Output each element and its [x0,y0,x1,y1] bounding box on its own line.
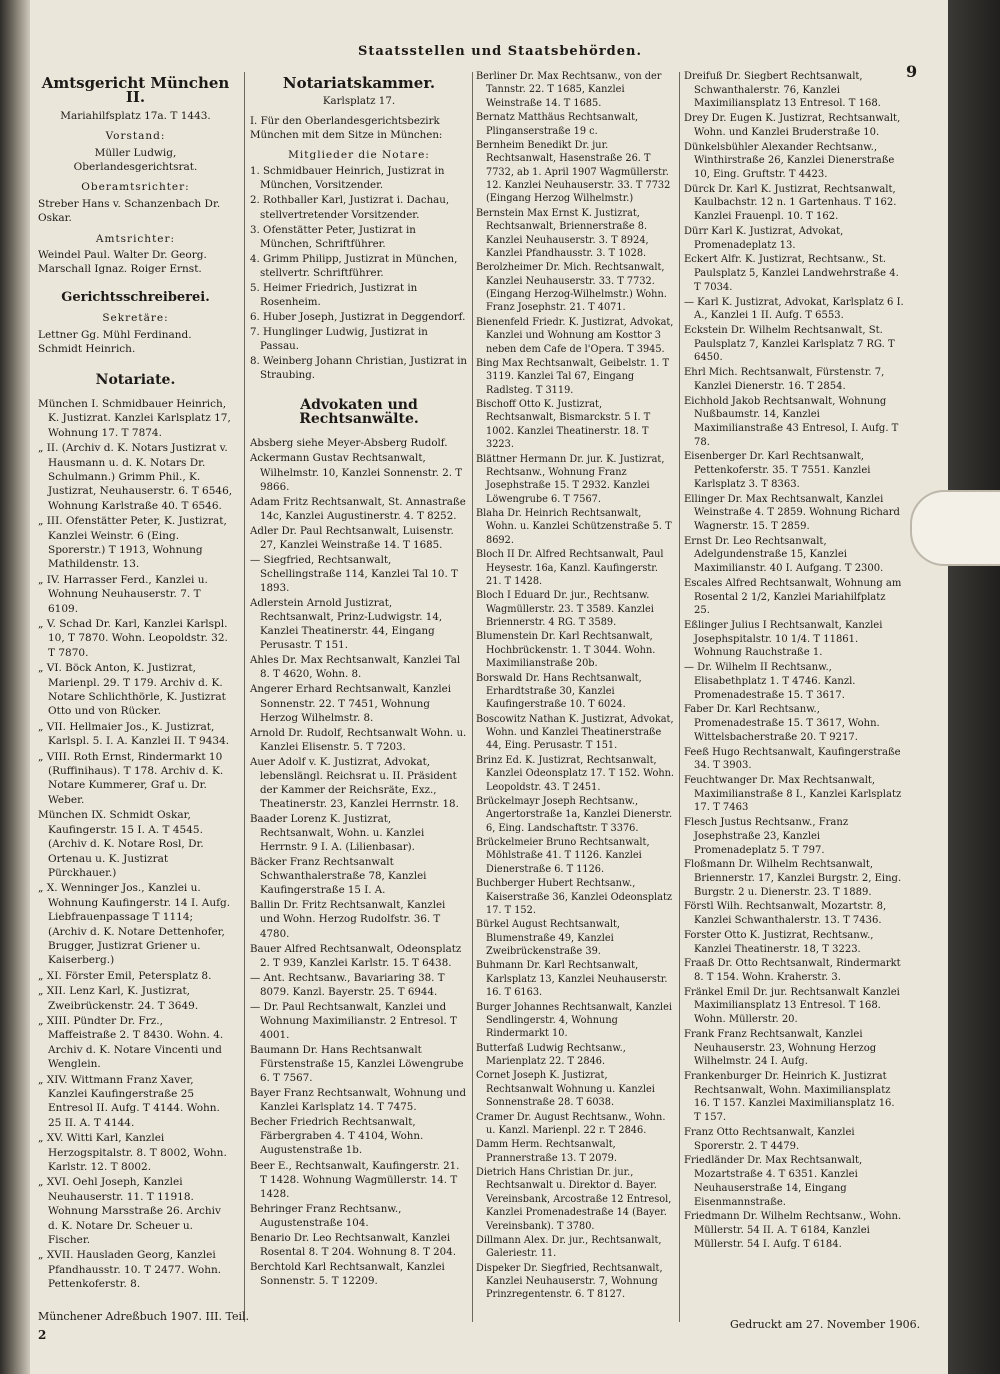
notariat-entry: „ X. Wenninger Jos., Kanzlei u. Wohnung Kaufingerstr. 14 I. Aufg. Liebfrauenpassage T 1114; (Archiv d. K. Notare Dettenhofer, Brugger, Justizrat Griener u. Kaiserberg.) [38,882,231,967]
subheading: Mitglieder die Notare: [288,149,430,162]
lawyer-entry: Ballin Dr. Fritz Rechtsanwalt, Kanzlei und Wohn. Herzog Rudolfstr. 36. T 4780. [250,899,446,940]
lawyer-entry: Brinz Ed. K. Justizrat, Rechtsanwalt, Kanzlei Odeonsplatz 17. T 152. Wohn. Leopoldstr. 43. T 2451. [476,754,675,793]
lawyer-entry: Franz Otto Rechtsanwalt, Kanzlei Sporerstr. 2. T 4479. [684,1126,855,1152]
subheading: Vorstand: [105,130,166,143]
lawyer-entry: Floßmann Dr. Wilhelm Rechtsanwalt, Briennerstr. 17, Kanzlei Burgstr. 2, Eing. Burgstr. 2 u. Dienerstr. 23. T 1889. [684,859,902,898]
column-1 [38,70,233,1293]
column-rule [244,72,245,1322]
lawyer-entry: Adam Fritz Rechtsanwalt, St. Annastraße 14c, Kanzlei Augustinerstr. 4. T 8252. [250,495,466,522]
text-block: I. Für den Oberlandesgerichtsbezirk München mit dem Sitze in München: [250,115,443,142]
notariat-entry: „ II. (Archiv d. K. Notars Justizrat v. Hausmann u. d. K. Notars Dr. Schulmann.) Grimm Phil., K. Justizrat, Neuhauserstr. 6. T 6546, Wohnung Karlstraße 40. T 6546. [38,442,233,512]
text-block: Müller Ludwig, Oberlandesgerichtsrat. [73,146,198,174]
lawyer-entry: Ahles Dr. Max Rechtsanwalt, Kanzlei Tal 8. T 4620, Wohn. 8. [250,654,461,681]
lawyer-entry: Benario Dr. Leo Rechtsanwalt, Kanzlei Rosental 8. T 204. Wohnung 8. T 204. [250,1231,456,1258]
lawyer-entry: Eckstein Dr. Wilhelm Rechtsanwalt, St. Paulsplatz 7, Kanzlei Karlsplatz 7 RG. T 6450. [684,324,895,364]
lawyer-entry: Dünkelsbühler Alexander Rechtsanw., Winthirstraße 26, Kanzlei Dienerstraße 10, Eing. Gruftstr. T 4423. [684,141,895,181]
lawyer-entry: Frank Franz Rechtsanwalt, Kanzlei Neuhauserstr. 23, Wohnung Herzog Wilhelmstr. 24 I. Aufg. [684,1028,877,1068]
footer-publication: Münchener Adreßbuch 1907. III. Teil. [38,1310,250,1323]
lawyer-entry: Dürck Dr. Karl K. Justizrat, Rechtsanwalt, Kaulbachstr. 12 n. 1 Gartenhaus. T 162. Kanzlei Frauenpl. 10. T 162. [684,183,897,223]
section-title: Amtsgericht München II. [41,74,230,107]
running-header: Staatsstellen und Staatsbehörden. [357,44,643,59]
lawyer-entry: — Dr. Wilhelm II Rechtsanw., Elisabethplatz 1. T 4746. Kanzl. Promenadestraße 15. T 3617. [684,662,856,701]
notariat-entry: „ VIII. Roth Ernst, Rindermarkt 10 (Ruffinihaus). T 178. Archiv d. K. Notare Kummerer, Graf u. Dr. Weber. [38,750,224,806]
chamber-address: Karlsplatz 17. [322,95,396,108]
lawyer-entry: Feeß Hugo Rechtsanwalt, Kaufingerstraße 34. T 3903. [684,746,901,772]
lawyer-entry: Ellinger Dr. Max Rechtsanwalt, Kanzlei Weinstraße 4. T 2859. Wohnung Richard Wagnerstr. 15. T 2859. [684,493,900,532]
lawyer-entry: Bayer Franz Rechtsanwalt, Wohnung und Kanzlei Karlsplatz 14. T 7475. [250,1087,467,1114]
column-rule [472,72,473,1322]
entry-list [38,397,233,1292]
lawyer-entry: Bienenfeld Friedr. K. Justizrat, Advokat, Kanzlei und Wohnung am Kosttor 3 neben dem Cafe de l'Opera. T 3945. [476,316,674,355]
lawyer-entry: Bürkel August Rechtsanwalt, Blumenstraße 49, Kanzlei Zweibrückenstraße 39. [476,919,621,957]
lawyer-entry: Eisenberger Dr. Karl Rechtsanwalt, Pettenkoferstr. 35. T 7551. Kanzlei Karlsplatz 3. T 8363. [684,451,871,490]
lawyer-entry: Bernatz Matthäus Rechtsanwalt, Plinganserstraße 19 c. [476,112,639,137]
member-entry: 4. Grimm Philipp, Justizrat in München, stellvertr. Schriftführer. [250,252,458,279]
lawyer-entry: Buchberger Hubert Rechtsanw., Kaiserstraße 36, Kanzlei Odeonsplatz 17. T 152. [476,878,673,916]
entry-list [476,70,674,1302]
lawyer-entry: Absberg siehe Meyer-Absberg Rudolf. [250,437,448,450]
notariat-entry: „ III. Ofenstätter Peter, K. Justizrat, Kanzlei Weinstr. 6 (Eing. Sporerstr.) T 1913, Wohnung Mathildenstr. 13. [38,515,227,571]
member-entry: 3. Ofenstätter Peter, Justizrat in München, Schriftführer. [250,223,416,250]
lawyer-entry: — Siegfried, Rechtsanwalt, Schellingstraße 114, Kanzlei Tal 10. T 1893. [250,553,458,594]
member-list [250,164,468,382]
lawyer-entry: Drey Dr. Eugen K. Justizrat, Rechtsanwalt, Wohn. und Kanzlei Bruderstraße 10. [684,113,901,138]
text-block: Streber Hans v. Schanzenbach Dr. Oskar. [38,197,221,225]
notariat-entry: München I. Schmidbauer Heinrich, K. Justizrat. Kanzlei Karlsplatz 17, Wohnung 17. T 7874. [38,397,231,439]
lawyer-entry: — Ant. Rechtsanw., Bavariaring 38. T 8079. Kanzl. Bayerstr. 25. T 6944. [250,971,445,998]
lawyer-entry: Cornet Joseph K. Justizrat, Rechtsanwalt Wohnung u. Kanzlei Sonnenstraße 28. T 6038. [476,1070,655,1109]
entry-list [250,436,468,1288]
notariat-entry: „ XII. Lenz Karl, K. Justizrat, Zweibrückenstr. 24. T 3649. [38,985,199,1012]
lawyer-entry: Friedmann Dr. Wilhelm Rechtsanw., Wohn. Müllerstr. 54 II. A. T 6184, Kanzlei Müllerstr. 54 I. Aufg. T 6184. [684,1211,902,1250]
section-title: Notariate. [95,371,176,388]
notariat-entry: „ XV. Witti Karl, Kanzlei Herzogspitalstr. 8. T 8002, Wohn. Karlstr. 12. T 8002. [38,1132,227,1174]
column-4 [684,70,904,1252]
lawyer-entry: Borswald Dr. Hans Rechtsanwalt, Erhardtstraße 30, Kanzlei Kaufingerstraße 10. T 6024. [476,672,642,711]
book-edge [948,0,1000,1374]
subheading: Oberamtsrichter: [81,181,190,194]
subheading: Sekretäre: [102,312,169,325]
lawyer-entry: Adler Dr. Paul Rechtsanwalt, Luisenstr. 27, Kanzlei Weinstraße 14. T 1685. [250,524,454,551]
lawyer-entry: Ehrl Mich. Rechtsanwalt, Fürstenstr. 7, Kanzlei Dienerstr. 16. T 2854. [684,367,885,392]
lawyer-entry: — Karl K. Justizrat, Advokat, Karlsplatz 6 I. A., Kanzlei 1 II. Aufg. T 6553. [684,296,904,322]
lawyer-entry: Behringer Franz Rechtsanw., Augustenstraße 104. [250,1202,402,1229]
lawyer-entry: Beer E., Rechtsanwalt, Kaufingerstr. 21. T 1428. Wohnung Wagmüllerstr. 14. T 1428. [250,1159,460,1200]
lawyer-entry: Faber Dr. Karl Rechtsanw., Promenadestraße 15. T 3617, Wohn. Wittelsbacherstraße 20. T 9217. [684,704,880,743]
section-title: Notariatskammer. [282,74,436,92]
notariat-entry: „ VII. Hellmaier Jos., K. Justizrat, Karlspl. 5. I. A. Kanzlei II. T 9434. [38,720,230,748]
lawyer-entry: Arnold Dr. Rudolf, Rechtsanwalt Wohn. u. Kanzlei Elisenstr. 5. T 7203. [250,726,467,753]
text-block: Weindel Paul. Walter Dr. Georg. Marschall Ignaz. Roiger Ernst. [38,249,207,276]
subheading: Amtsrichter: [95,232,176,245]
court-address: Mariahilfsplatz 17a. T 1443. [60,109,211,122]
lawyer-entry: Blättner Hermann Dr. jur. K. Justizrat, Rechtsanw., Wohnung Franz Josephstraße 15. T 2932. Kanzlei Löwengrube 6. T 7567. [476,453,665,505]
lawyer-entry: Förstl Wilh. Rechtsanwalt, Mozartstr. 8, Kanzlei Schwanthalerstr. 13. T 7436. [684,901,887,927]
member-entry: 2. Rothballer Karl, Justizrat i. Dachau, stellvertretender Vorsitzender. [250,194,450,221]
notariat-entry: „ XVII. Hausladen Georg, Kanzlei Pfandhausstr. 10. T 2477. Wohn. Pettenkoferstr. 8. [38,1249,222,1291]
lawyer-entry: — Dr. Paul Rechtsanwalt, Kanzlei und Wohnung Maximilianstr. 2 Entresol. T 4001. [250,1000,457,1041]
section-title: Gerichtsschreiberei. [61,289,210,305]
lawyer-entry: Bloch I Eduard Dr. jur., Rechtsanw. Wagmüllerstr. 23. T 3589. Kanzlei Briennerstr. 4 RG. T 3589. [476,590,654,628]
notariat-entry: „ IV. Harrasser Ferd., Kanzlei u. Wohnung Neuhauserstr. 7. T 6109. [38,573,208,615]
lawyer-entry: Berchtold Karl Rechtsanwalt, Kanzlei Sonnenstr. 5. T 12209. [250,1260,445,1287]
notariat-entry: „ XVI. Oehl Joseph, Kanzlei Neuhauserstr. 11. T 11918. Wohnung Marsstraße 26. Archiv d. K. Notare Dr. Scheuer u. Fischer. [38,1176,221,1247]
lawyer-entry: Flesch Justus Rechtsanw., Franz Josephstraße 23, Kanzlei Promenadeplatz 5. T 797. [684,817,849,856]
lawyer-entry: Friedländer Dr. Max Rechtsanwalt, Mozartstraße 4. T 6351. Kanzlei Neuhauserstraße 14, Eingang Eisenmannstraße. [684,1155,863,1208]
footer-print-date: Gedruckt am 27. November 1906. [730,1318,921,1331]
lawyer-entry: Bischoff Otto K. Justizrat, Rechtsanwalt, Bismarckstr. 5 I. T 1002. Kanzlei Theatinerstr. 18. T 3223. [476,399,651,451]
lawyer-entry: Burger Johannes Rechtsanwalt, Kanzlei Sendlingerstr. 4, Wohnung Rindermarkt 10. [476,1001,672,1040]
page-number: 9 [906,62,918,81]
lawyer-entry: Blaha Dr. Heinrich Rechtsanwalt, Wohn. u. Kanzlei Schützenstraße 5. T 8692. [476,508,672,546]
lawyer-entry: Dreifuß Dr. Siegbert Rechtsanwalt, Schwanthalerstr. 76, Kanzlei Maximiliansplatz 13 Entresol. T 168. [684,71,881,110]
lawyer-entry: Brückelmeier Bruno Rechtsanwalt, Möhlstraße 41. T 1126. Kanzlei Dienerstraße 6. T 1126. [476,837,650,875]
lawyer-entry: Bäcker Franz Rechtsanwalt Schwanthalerstraße 78, Kanzlei Kaufingerstraße 15 I. A. [250,856,427,897]
lawyer-entry: Berliner Dr. Max Rechtsanw., von der Tannstr. 22. T 1685, Kanzlei Weinstraße 14. T 1685. [476,71,662,109]
lawyer-entry: Bernheim Benedikt Dr. jur. Rechtsanwalt, Hasenstraße 26. T 7732, ab 1. April 1907 Wagmüllerstr. 12. Kanzlei Neuhauserstr. 33. T 7732 (Eingang Herzog Wilhelmstr.) [476,139,671,205]
notariat-entry: München IX. Schmidt Oskar, Kaufingerstr. 15 I. A. T 4545. (Archiv d. K. Notare Rosl, Dr. Ortenau u. K. Justizrat Pürckhauer.) [38,809,204,879]
lawyer-entry: Blumenstein Dr. Karl Rechtsanwalt, Hochbrückenstr. 1. T 3044. Wohn. Maximilianstraße 20b. [476,631,656,670]
lawyer-entry: Becher Friedrich Rechtsanwalt, Färbergraben 4. T 4104, Wohn. Augustenstraße 1b. [250,1116,424,1157]
lawyer-entry: Dispeker Dr. Siegfried, Rechtsanwalt, Kanzlei Neuhauserstr. 7, Wohnung Prinzregentenstr. 6. T 8127. [476,1262,663,1301]
lawyer-entry: Baader Lorenz K. Justizrat, Rechtsanwalt, Wohn. u. Kanzlei Herrnstr. 9 I. A. (Lilienbasar). [250,813,425,854]
lawyer-entry: Feuchtwanger Dr. Max Rechtsanwalt, Maximilianstraße 8 I., Kanzlei Karlsplatz 17. T 7463 [684,774,902,814]
section-title: Advokaten und Rechtsanwälte. [299,397,419,428]
member-entry: 7. Hunglinger Ludwig, Justizrat in Passau. [250,326,428,353]
lawyer-entry: Berolzheimer Dr. Mich. Rechtsanwalt, Kanzlei Neuhauserstr. 33. T 7732. (Eingang Herzog-Wilhelmstr.) Wohn. Franz Josephstr. 21. T 4071. [476,262,667,314]
text-block: Lettner Gg. Mühl Ferdinand. Schmidt Heinrich. [38,328,192,356]
notariat-entry: „ V. Schad Dr. Karl, Kanzlei Karlspl. 10, T 7870. Wohn. Leopoldstr. 32. T 7870. [38,618,228,659]
lawyer-entry: Baumann Dr. Hans Rechtsanwalt Fürstenstraße 15, Kanzlei Löwengrube 6. T 7567. [250,1044,464,1085]
notariat-entry: „ XIII. Pündter Dr. Frz., Maffeistraße 2. T 8430. Wohn. 4. Archiv d. K. Notare Vincenti und Wenglein. [38,1014,224,1071]
member-entry: 8. Weinberg Johann Christian, Justizrat in Straubing. [250,355,468,382]
lawyer-entry: Buhmann Dr. Karl Rechtsanwalt, Karlsplatz 13, Kanzlei Neuhauserstr. 16. T 6163. [476,960,668,999]
lawyer-entry: Frankenburger Dr. Heinrich K. Justizrat Rechtsanwalt, Wohn. Maximiliansplatz 16. T 157. Kanzlei Maximiliansplatz 16. T 157. [684,1071,895,1124]
lawyer-entry: Ackermann Gustav Rechtsanwalt, Wilhelmstr. 10, Kanzlei Sonnenstr. 2. T 9866. [250,452,463,493]
lawyer-entry: Eckert Alfr. K. Justizrat, Rechtsanw., St. Paulsplatz 5, Kanzlei Landwehrstraße 4. T 7034. [684,254,899,293]
footer-sheet-number: 2 [38,1328,47,1342]
lawyer-entry: Cramer Dr. August Rechtsanw., Wohn. u. Kanzl. Marienpl. 22 r. T 2846. [476,1111,666,1136]
member-entry: 6. Huber Joseph, Justizrat in Deggendorf. [250,310,466,323]
lawyer-entry: Eichhold Jakob Rechtsanwalt, Wohnung Nußbaumstr. 14, Kanzlei Maximilianstraße 43 Entresol, I. Aufg. T 78. [684,395,899,448]
lawyer-entry: Brückelmayr Joseph Rechtsanw., Angertorstraße 1a, Kanzlei Dienerstr. 6, Eing. Landschaftstr. T 3376. [476,795,673,834]
page-tab [910,490,1000,566]
lawyer-entry: Eßlinger Julius I Rechtsanwalt, Kanzlei Josephspitalstr. 10 1/4. T 11861. Wohnung Rauchstraße 1. [684,620,883,659]
column-2 [250,70,468,1289]
lawyer-entry: Ernst Dr. Leo Rechtsanwalt, Adelgundenstraße 15, Kanzlei Maximilianstr. 40 I. Aufgang. T 2300. [684,535,884,575]
notariat-entry: „ XI. Förster Emil, Petersplatz 8. [38,969,212,982]
lawyer-entry: Adlerstein Arnold Justizrat, Rechtsanwalt, Prinz-Ludwigstr. 14, Kanzlei Theatinerstr. 44, Eingang Perusastr. T 151. [250,597,443,652]
lawyer-entry: Bing Max Rechtsanwalt, Geibelstr. 1. T 3119. Kanzlei Tal 67, Eingang Radlsteg. T 3119. [476,357,669,396]
lawyer-entry: Dillmann Alex. Dr. jur., Rechtsanwalt, Galeriestr. 11. [476,1234,662,1260]
lawyer-entry: Damm Herm. Rechtsanwalt, Prannerstraße 13. T 2079. [476,1139,617,1164]
column-rule [679,72,680,1322]
notariat-entry: „ XIV. Wittmann Franz Xaver, Kanzlei Kaufingerstraße 25 Entresol II. Aufg. T 4144. Wohn. 25 II. A. T 4144. [38,1073,220,1129]
member-entry: 5. Heimer Friedrich, Justizrat in Rosenheim. [250,281,418,308]
lawyer-entry: Dürr Karl K. Justizrat, Advokat, Promenadeplatz 13. [684,225,844,251]
entry-list [684,70,904,1251]
lawyer-entry: Boscowitz Nathan K. Justizrat, Advokat, Wohn. und Kanzlei Theatinerstraße 44, Eing. Perusastr. T 151. [476,713,674,752]
notariat-entry: „ VI. Böck Anton, K. Justizrat, Marienpl. 29. T 179. Archiv d. K. Notare Schlichthörle, K. Justizrat Otto und von Rücker. [38,662,226,718]
member-entry: 1. Schmidbauer Heinrich, Justizrat in München, Vorsitzender. [250,165,445,192]
lawyer-entry: Dietrich Hans Christian Dr. jur., Rechtsanwalt u. Direktor d. Bayer. Vereinsbank, Arcostraße 12 Entresol, Kanzlei Promenadestraße 14 (Bayer. Vereinsbank). T 3780. [476,1167,672,1232]
lawyer-entry: Escales Alfred Rechtsanwalt, Wohnung am Rosental 2 1/2, Kanzlei Mariahilfplatz 25. [684,577,902,617]
lawyer-entry: Auer Adolf v. K. Justizrat, Advokat, lebenslängl. Reichsrat u. II. Präsident der Kammer der Reichsräte, Exz., Theatinerstr. 23, Kanzlei Herrnstr. 18. [250,755,459,810]
lawyer-entry: Bloch II Dr. Alfred Rechtsanwalt, Paul Heysestr. 16a, Kanzl. Kaufingerstr. 21. T 1428. [476,549,664,587]
lawyer-entry: Fränkel Emil Dr. jur. Rechtsanwalt Kanzlei Maximiliansplatz 13 Entresol. T 168. Wohn. Müllerstr. 20. [684,986,900,1026]
lawyer-entry: Bauer Alfred Rechtsanwalt, Odeonsplatz 2. T 939, Kanzlei Karlstr. 15. T 6438. [250,942,462,969]
lawyer-entry: Butterfaß Ludwig Rechtsanw., Marienplatz 22. T 2846. [476,1042,626,1067]
lawyer-entry: Forster Otto K. Justizrat, Rechtsanw., Kanzlei Theatinerstr. 18, T 3223. [684,929,874,955]
binding-gutter [0,0,30,1374]
column-3 [476,70,674,1303]
lawyer-entry: Bernstein Max Ernst K. Justizrat, Rechtsanwalt, Briennerstraße 8. Kanzlei Neuhauserstr. 3. T 8924, Kanzlei Pfandhausstr. 3. T 1028. [476,207,649,259]
lawyer-entry: Fraaß Dr. Otto Rechtsanwalt, Rindermarkt 8. T 154. Wohn. Kraherstr. 3. [684,958,901,983]
lawyer-entry: Angerer Erhard Rechtsanwalt, Kanzlei Sonnenstr. 22. T 7451, Wohnung Herzog Wilhelmstr. 8. [250,683,451,724]
